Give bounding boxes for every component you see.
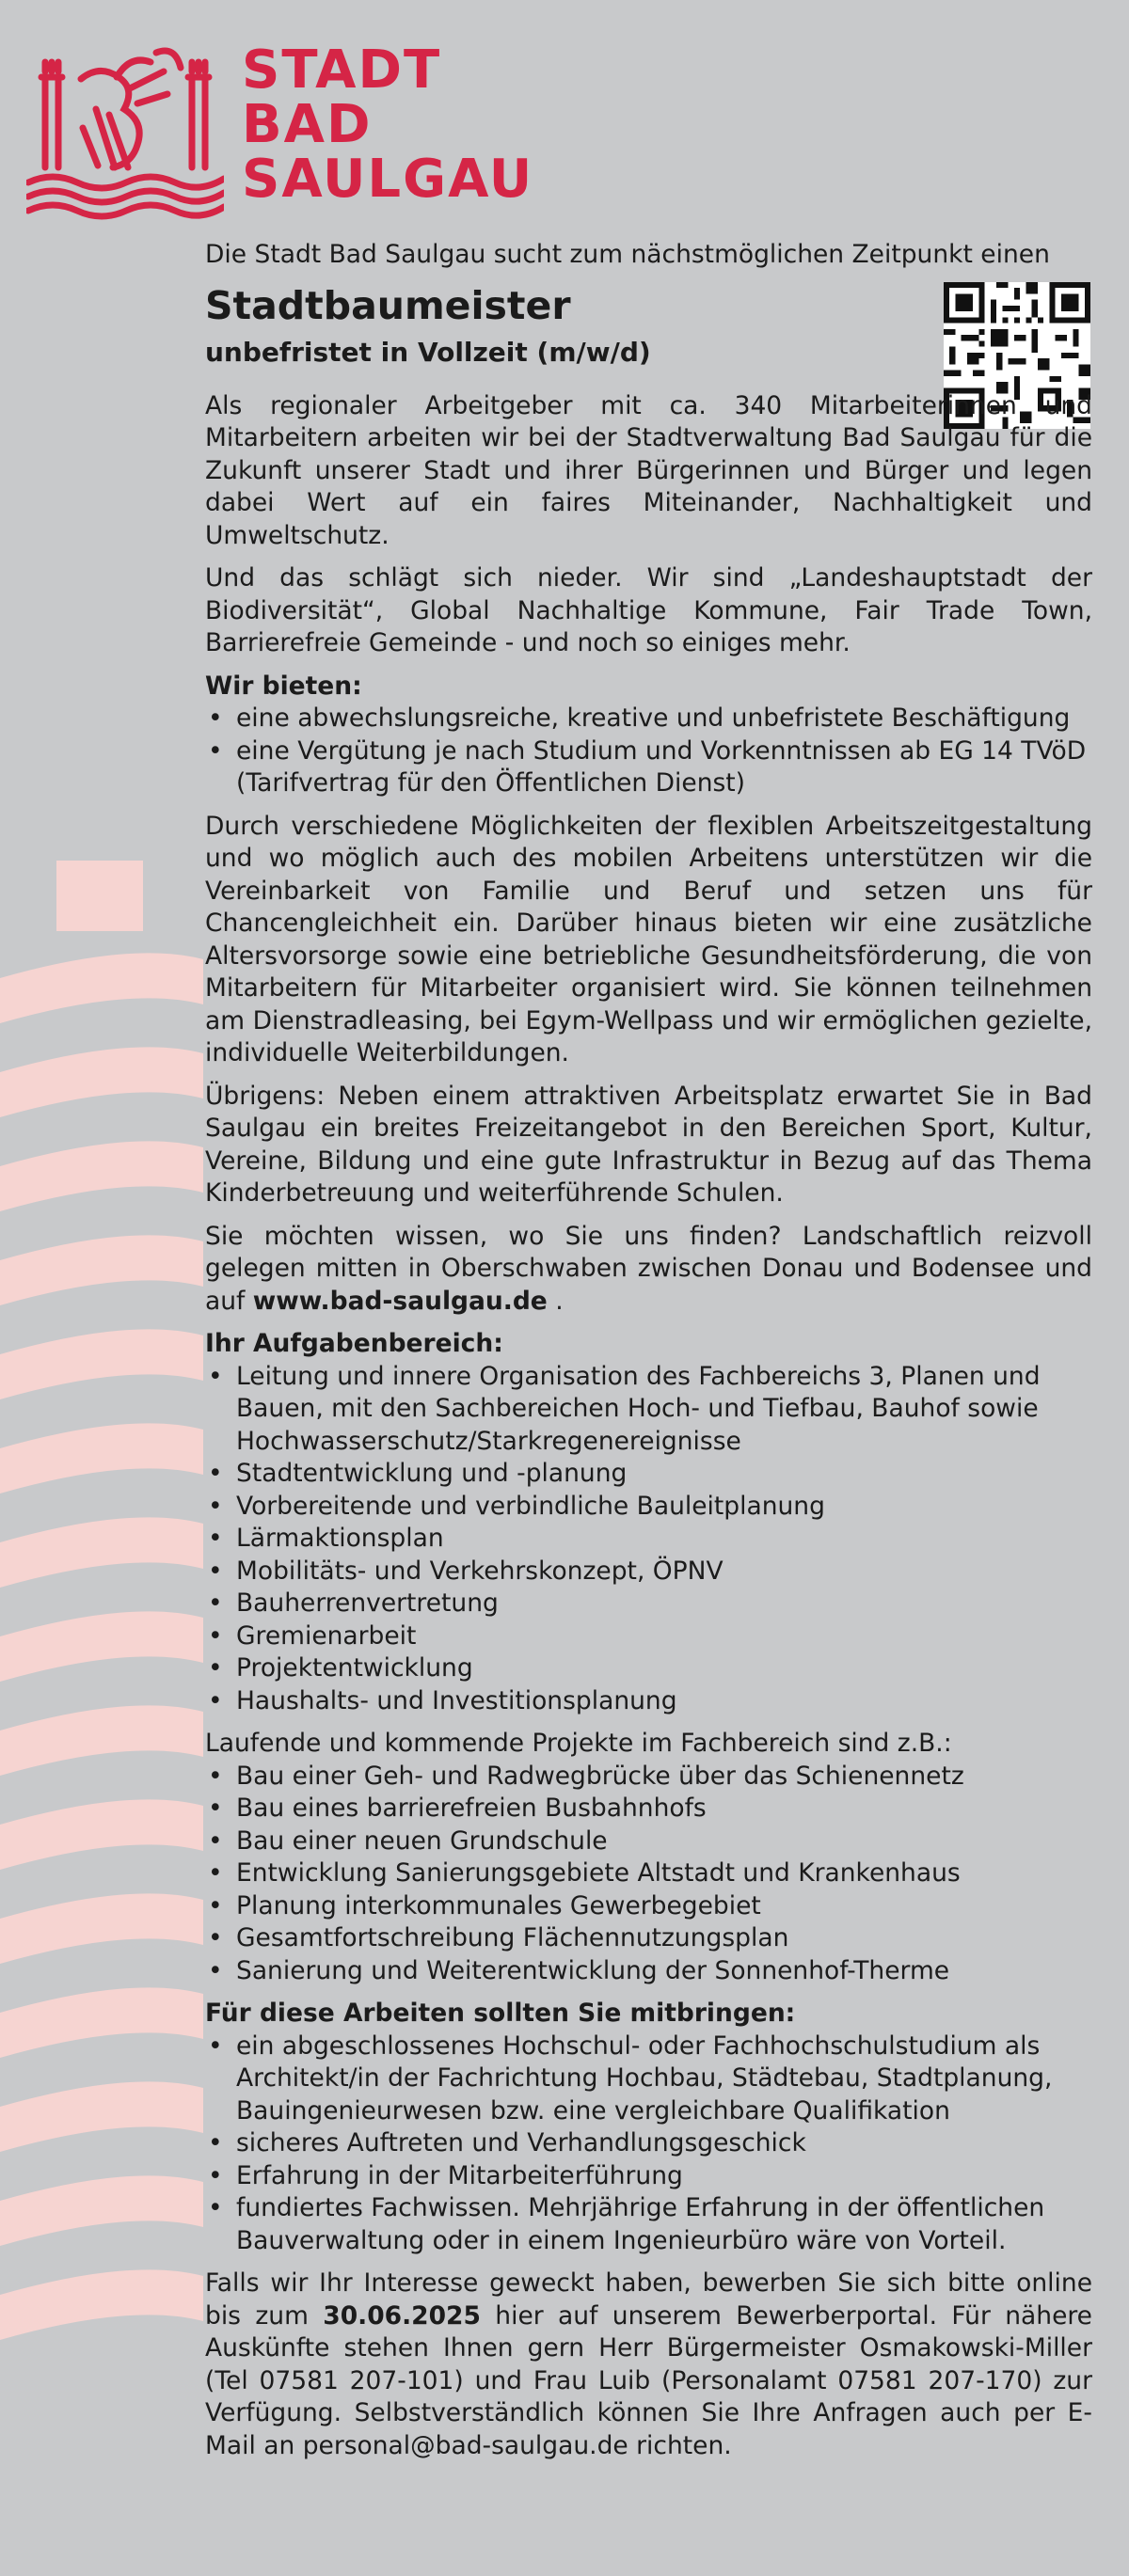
list-item: • Haushalts- und Investitionsplanung [205,1685,1092,1718]
list-item: • sicheres Auftreten und Verhandlungsgeschick [205,2127,1092,2160]
paragraph-awards: Und das schlägt sich nieder. Wir sind „Landeshauptstadt der Biodiversität“, Global Nachhaltige Kommune, Fair Trade Town, Barrierefreie Gemeinde - und noch so einiges mehr. [205,563,1092,657]
projects-heading: Laufende und kommende Projekte im Fachbereich sind z.B.: [205,1729,952,1758]
job-ad-body [205,239,1092,2473]
list-item: • Bau einer neuen Grundschule [205,1825,1092,1858]
logo-line-1: STADT [242,40,442,101]
tasks-list [205,1361,1092,1718]
paragraph-leisure: Übrigens: Neben einem attraktiven Arbeitsplatz erwartet Sie in Bad Saulgau ein breites Freizeitangebot in den Bereichen Sport, Kultur, Vereine, Bildung und eine gute Infrastruktur in Bezug auf das Thema Kinderbetreuung und weiterführende Schulen. [205,1081,1092,1208]
list-item: • Projektentwicklung [205,1652,1092,1685]
location-end: . [547,1286,564,1316]
list-item: • Leitung und innere Organisation des Fachbereichs 3, Planen und Bauen, mit den Sachbereichen Hoch- und Tiefbau, Bauhof sowie Hochwasserschutz/Starkregenereignisse [205,1361,1092,1459]
logo-line-2: BAD [242,94,373,155]
list-item: • Erfahrung in der Mitarbeiterführung [205,2160,1092,2193]
city-coat-of-arms-icon [26,34,224,222]
job-subtitle: unbefristet in Vollzeit (m/w/d) [205,336,651,368]
list-item: • Bau eines barrierefreien Busbahnhofs [205,1793,1092,1825]
website-link[interactable]: www.bad-saulgau.de [252,1286,548,1316]
list-item: • eine abwechslungsreiche, kreative und unbefristete Beschäftigung [205,703,1092,735]
list-item: • Lärmaktionsplan [205,1523,1092,1556]
application-deadline: 30.06.2025 [323,2300,481,2331]
tasks-heading: Ihr Aufgabenbereich: [205,1329,503,1358]
location-text: Sie möchten wissen, wo Sie uns finden? Landschaftlich reizvoll gelegen mitten in Oberschwaben zwischen Donau und Bodensee und auf [205,1221,1092,1316]
list-item: • fundiertes Fachwissen. Mehrjährige Erfahrung in der öffentlichen Bauverwaltung oder in einem Ingenieurbüro wäre von Vorteil. [205,2192,1092,2257]
list-item: • Mobilitäts- und Verkehrskonzept, ÖPNV [205,1556,1092,1588]
paragraph-application [205,2268,1092,2462]
list-item: • Gremienarbeit [205,1620,1092,1653]
city-logo-wordmark [242,40,534,210]
list-item: • Gesamtfortschreibung Flächennutzungsplan [205,1922,1092,1955]
list-item: • ein abgeschlossenes Hochschul- oder Fachhochschulstudium als Architekt/in der Fachrichtung Hochbau, Städtebau, Stadtplanung, Bauingenieurwesen bzw. eine vergleichbare Qualifikation [205,2031,1092,2128]
requirements-heading: Für diese Arbeiten sollten Sie mitbringen: [205,1999,796,2028]
requirements-list [205,2031,1092,2258]
list-item: • Planung interkommunales Gewerbegebiet [205,1890,1092,1923]
intro-text: Die Stadt Bad Saulgau sucht zum nächstmöglichen Zeitpunkt einen [205,240,1050,269]
list-item: • Bau einer Geh- und Radwegbrücke über das Schienennetz [205,1761,1092,1794]
paragraph-benefits: Durch verschiedene Möglichkeiten der flexiblen Arbeitszeitgestaltung und wo möglich auch des mobilen Arbeitens unterstützen wir die Vereinbarkeit von Familie und Beruf und setzen uns für Chancengleichheit ein. Darüber hinaus bieten wir eine zusätzliche Altersvorsorge sowie eine betriebliche Gesundheitsförderung, die von Mitarbeitern für Mitarbeiter organisiert wird. Sie können teilnehmen am Dienstradleasing, bei Egym-Wellpass und wir ermöglichen gezielte, individuelle Weiterbildungen. [205,811,1092,1067]
offers-heading: Wir bieten: [205,671,362,701]
paragraph-employer: Als regionaler Arbeitgeber mit ca. 340 Mitarbeiterinnen und Mitarbeitern arbeiten wir bei der Stadtverwaltung Bad Saulgau für die Zukunft unserer Stadt und ihrer Bürgerinnen und Bürger und legen dabei Wert auf ein faires Miteinander, Nachhaltigkeit und Umweltschutz. [205,390,1092,550]
list-item: • Sanierung und Weiterentwicklung der Sonnenhof-Therme [205,1955,1092,1988]
projects-list [205,1761,1092,1988]
list-item: • Vorbereitende und verbindliche Bauleitplanung [205,1491,1092,1524]
application-contact: hier auf unserem Bewerberportal. Für nähere Auskünfte stehen Ihnen gern Herr Bürgermeister Osmakowski-Miller (Tel 07581 207-101) und Frau Luib (Personalamt 07581 207-170) zur Verfügung. Selbstverständlich können Sie Ihre Anfragen auch per E-Mail an personal@bad-saulgau.de richten. [205,2300,1092,2460]
job-title: Stadtbaumeister [205,282,571,328]
list-item: • Entwicklung Sanierungsgebiete Altstadt und Krankenhaus [205,1857,1092,1890]
list-item: • Bauherrenvertretung [205,1588,1092,1620]
offers-list [205,703,1092,800]
logo-line-3: SAULGAU [242,149,534,210]
list-item: • Stadtentwicklung und -planung [205,1458,1092,1491]
list-item: • eine Vergütung je nach Studium und Vorkenntnissen ab EG 14 TVöD (Tarifvertrag für den Öffentlichen Dienst) [205,735,1092,800]
paragraph-location [205,1221,1092,1319]
application-text: Falls wir Ihr Interesse geweckt haben, bewerben Sie sich bitte online bis zum [205,2268,1092,2331]
